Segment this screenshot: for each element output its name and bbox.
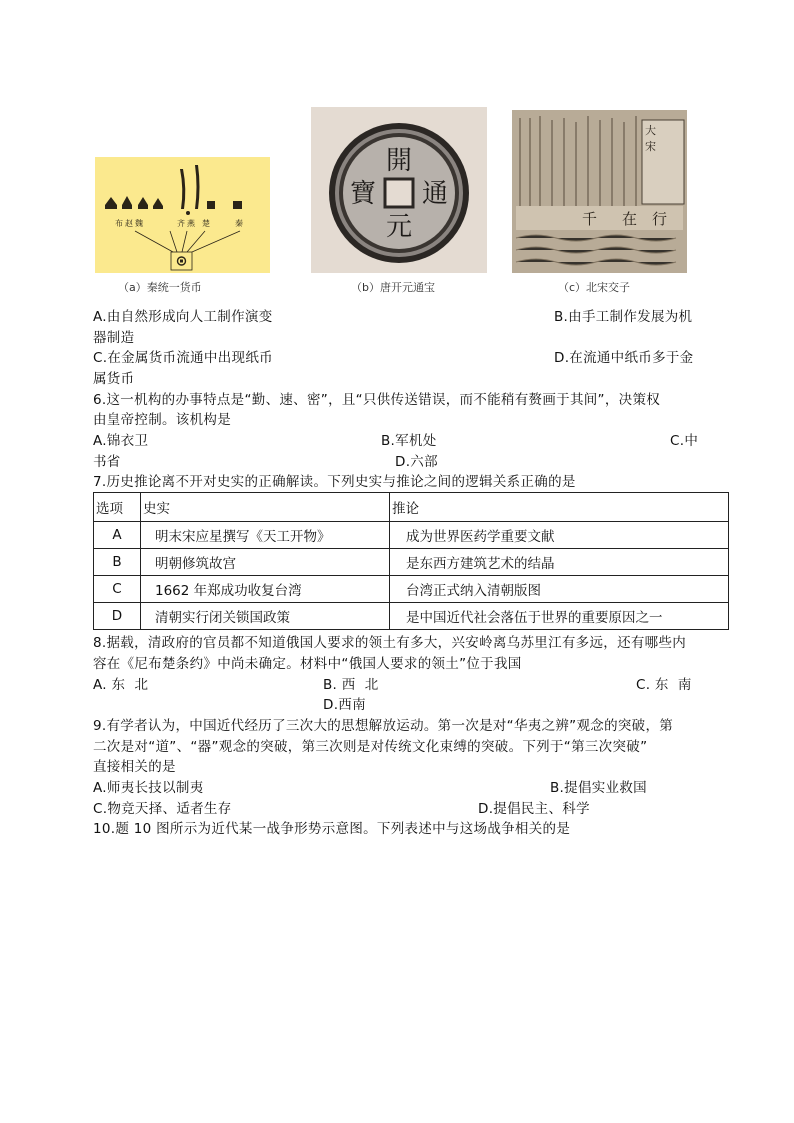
coin-char-bottom: 元 xyxy=(385,212,413,242)
row-inference: 是东西方建筑艺术的结晶 xyxy=(390,549,729,576)
figure-b-kaiyuan-coin xyxy=(311,107,487,273)
row-option: C xyxy=(94,576,141,603)
q8-option-a: A. 东 北 xyxy=(93,677,149,693)
q6-stem-line2: 由皇帝控制。该机构是 xyxy=(93,412,231,428)
q5-option-a: A.由自然形成向人工制作演变 xyxy=(93,309,273,325)
q10-stem: 10.题 10 图所示为近代某一战争形势示意图。下列表述中与这场战争相关的是 xyxy=(93,821,571,837)
q6-stem-line1: 6.这一机构的办事特点是“勤、速、密”，且“只供传送错误，而不能稍有赘画于其间”，决策权 xyxy=(93,392,661,408)
row-option: B xyxy=(94,549,141,576)
q8-stem-line2: 容在《尼布楚条约》中尚未确定。材料中“俄国人要求的领土”位于我国 xyxy=(93,656,522,672)
q9-option-b: B.提倡实业救国 xyxy=(550,780,647,796)
coin-char-left: 寶 xyxy=(349,179,377,209)
q6-option-c-cont: 书省 xyxy=(93,454,121,470)
note-char-qian: 千 xyxy=(582,210,598,228)
row-option: D xyxy=(94,603,141,630)
q5-option-d: D.在流通中纸币多于金 xyxy=(554,350,694,366)
q8-option-b: B. 西 北 xyxy=(323,677,379,693)
q6-option-b: B.军机处 xyxy=(381,433,437,449)
q9-stem-line2: 二次是对“道”、“器”观念的突破，第三次则是对传统文化束缚的突破。下列于“第三次突破” xyxy=(93,739,648,755)
q5-option-c: C.在金属货币流通中出现纸币 xyxy=(93,350,273,366)
q9-option-a: A.师夷长技以制夷 xyxy=(93,780,204,796)
table-row xyxy=(94,549,729,576)
coin-char-top: 開 xyxy=(385,146,413,176)
q7-stem: 7.历史推论离不开对史实的正确解读。下列史实与推论之间的逻辑关系正确的是 xyxy=(93,474,576,490)
label-qi: 齐 xyxy=(177,219,185,228)
figure-c-drawing xyxy=(512,110,687,273)
table-header-row xyxy=(94,493,729,522)
table-row xyxy=(94,576,729,603)
figure-b-drawing xyxy=(311,107,487,273)
label-bu: 布 xyxy=(115,219,123,228)
note-char-da: 大 xyxy=(645,124,656,137)
q8-option-c: C. 东 南 xyxy=(636,677,692,693)
label-wei: 魏 xyxy=(135,219,143,228)
table-row xyxy=(94,603,729,630)
q8-option-d: D.西南 xyxy=(323,697,366,713)
row-inference: 是中国近代社会落伍于世界的重要原因之一 xyxy=(390,603,729,630)
row-option: A xyxy=(94,522,141,549)
figure-a-drawing xyxy=(95,157,270,273)
q9-option-d: D.提倡民主、科学 xyxy=(478,801,590,817)
q7-table xyxy=(93,492,729,630)
row-fact: 明朝修筑故宫 xyxy=(141,549,390,576)
figure-c-jiaozi-note xyxy=(512,110,687,273)
q6-option-a: A.锦衣卫 xyxy=(93,433,149,449)
note-char-zai: 在 xyxy=(622,210,638,228)
q5-option-b: B.由手工制作发展为机 xyxy=(554,309,693,325)
q9-stem-line3: 直接相关的是 xyxy=(93,759,176,775)
label-zhao: 赵 xyxy=(125,219,133,228)
note-char-xing: 行 xyxy=(652,210,668,228)
header-inference: 推论 xyxy=(390,493,729,522)
label-qin: 秦 xyxy=(235,219,243,228)
table-row xyxy=(94,522,729,549)
coin-char-right: 通 xyxy=(421,179,449,209)
row-inference: 台湾正式纳入清朝版图 xyxy=(390,576,729,603)
figure-a-caption: （a）秦统一货币 xyxy=(118,281,202,294)
row-fact: 清朝实行闭关锁国政策 xyxy=(141,603,390,630)
q5-option-d-cont: 属货币 xyxy=(93,371,135,387)
header-fact: 史实 xyxy=(141,493,390,522)
label-yan: 燕 xyxy=(187,219,195,228)
header-option: 选项 xyxy=(94,493,141,522)
figure-b-caption: （b）唐开元通宝 xyxy=(351,281,435,294)
row-fact: 明末宋应星撰写《天工开物》 xyxy=(141,522,390,549)
q9-option-c: C.物竞天择、适者生存 xyxy=(93,801,232,817)
q5-option-b-cont: 器制造 xyxy=(93,330,135,346)
figure-c-caption: （c）北宋交子 xyxy=(558,281,631,294)
q8-stem-line1: 8.据载，清政府的官员都不知道俄国人要求的领土有多大，兴安岭离乌苏里江有多远，还有哪些内 xyxy=(93,635,687,651)
label-chu: 楚 xyxy=(202,219,210,228)
row-fact: 1662 年郑成功收复台湾 xyxy=(141,576,390,603)
q9-stem-line1: 9.有学者认为，中国近代经历了三次大的思想解放运动。第一次是对“华夷之辨”观念的突破，第 xyxy=(93,718,674,734)
q6-option-d: D.六部 xyxy=(395,454,438,470)
note-char-song: 宋 xyxy=(645,140,656,153)
figure-a-currency-unification xyxy=(95,157,270,273)
row-inference: 成为世界医药学重要文献 xyxy=(390,522,729,549)
q6-option-c: C.中 xyxy=(670,433,699,449)
